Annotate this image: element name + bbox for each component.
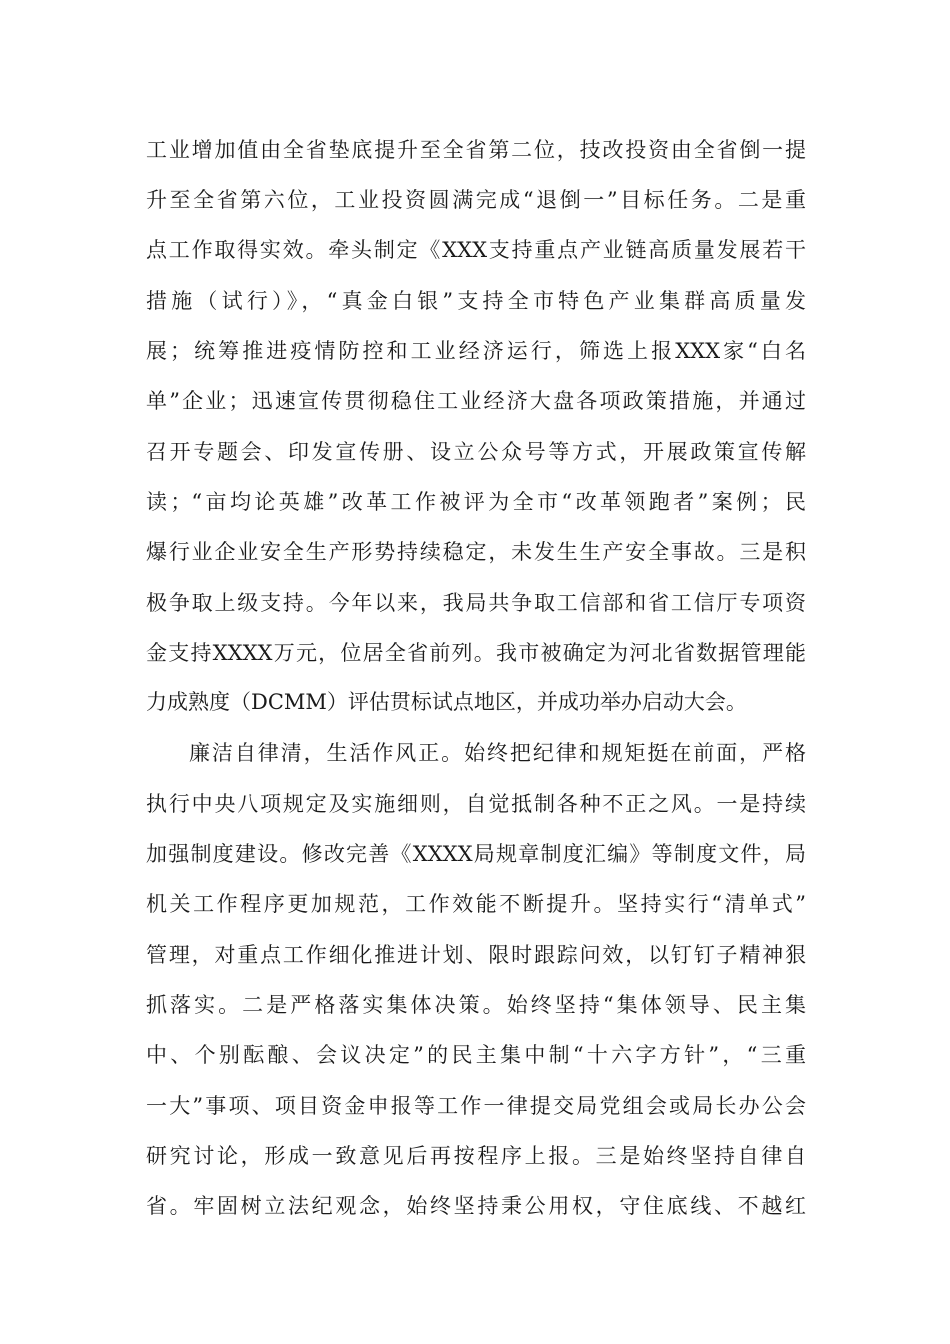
text-line: 点工作取得实效。牵头制定《XXX支持重点产业链高质量发展若干 (146, 238, 806, 262)
text-line: 单”企业；迅速宣传贯彻稳住工业经济大盘各项政策措施，并通过 (146, 389, 806, 413)
text-line: 省。牢固树立法纪观念，始终坚持秉公用权，守住底线、不越红 (146, 1194, 806, 1218)
text-line: 爆行业企业安全生产形势持续稳定，未发生生产安全事故。三是积 (146, 540, 806, 564)
text-line: 金支持XXXX万元，位居全省前列。我市被确定为河北省数据管理能 (146, 641, 806, 665)
text-line: 管理，对重点工作细化推进计划、限时跟踪问效，以钉钉子精神狠 (146, 943, 806, 967)
text-line: 抓落实。二是严格落实集体决策。始终坚持“集体领导、民主集 (146, 993, 806, 1017)
text-line: 召开专题会、印发宣传册、设立公众号等方式，开展政策宣传解 (146, 440, 806, 464)
paragraph-first-line: 廉洁自律清，生活作风正。始终把纪律和规矩挺在前面，严格 (189, 741, 806, 765)
text-line: 措施（试行）》，“真金白银”支持全市特色产业集群高质量发 (146, 289, 806, 313)
text-line: 展；统筹推进疫情防控和工业经济运行，筛选上报XXX家“白名 (146, 339, 806, 363)
text-line: 升至全省第六位，工业投资圆满完成“退倒一”目标任务。二是重 (146, 188, 806, 212)
text-line: 加强制度建设。修改完善《XXXX局规章制度汇编》等制度文件，局 (146, 842, 806, 866)
text-line: 执行中央八项规定及实施细则，自觉抵制各种不正之风。一是持续 (146, 792, 806, 816)
text-line: 研究讨论，形成一致意见后再按程序上报。三是始终坚持自律自 (146, 1144, 806, 1168)
text-line: 中、个别酝酿、会议决定”的民主集中制“十六字方针”，“三重 (146, 1043, 806, 1067)
text-line: 读；“亩均论英雄”改革工作被评为全市“改革领跑者”案例；民 (146, 490, 806, 514)
text-line: 机关工作程序更加规范，工作效能不断提升。坚持实行“清单式” (146, 892, 806, 916)
text-line: 一大”事项、项目资金申报等工作一律提交局党组会或局长办公会 (146, 1094, 806, 1118)
paragraph-last-line: 力成熟度（DCMM）评估贯标试点地区，并成功举办启动大会。 (146, 690, 747, 714)
text-line: 工业增加值由全省垫底提升至全省第二位，技改投资由全省倒一提 (146, 138, 806, 162)
text-line: 极争取上级支持。今年以来，我局共争取工信部和省工信厅专项资 (146, 591, 806, 615)
